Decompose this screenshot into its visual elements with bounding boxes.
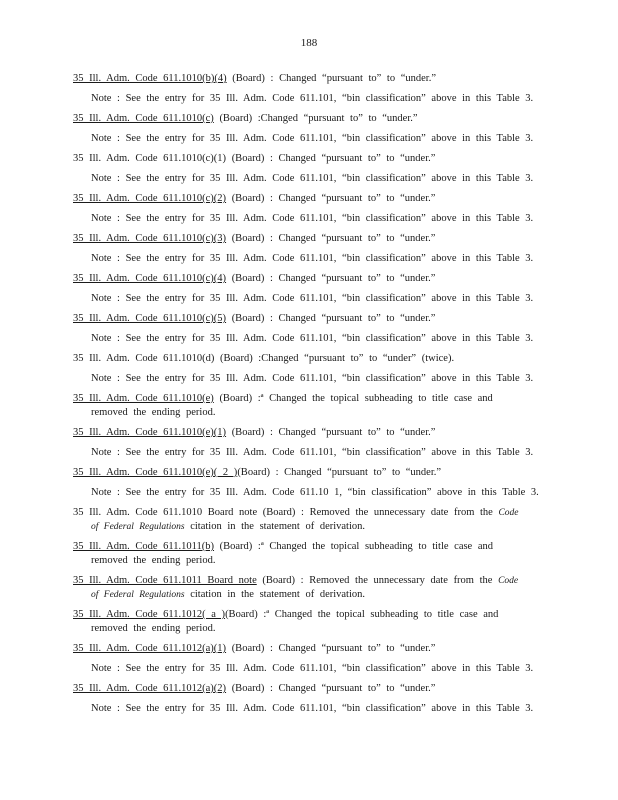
line-text: (Board) : Changed “pursuant to” to “under.” [226,643,436,654]
amendment-continuation [91,589,365,601]
amendment-note [91,253,533,265]
amendment-entry [73,233,435,245]
italic-citation: of Federal Regulations [91,522,185,532]
code-reference: 35 Ill. Adm. Code 611.1011(b) [73,541,215,552]
code-reference: 35 Ill. Adm. Code 611.1010(d) [73,353,215,364]
line-text: Note : See the entry for 35 Ill. Adm. Code 611.101, “bin classification” above in this Table 3. [91,213,534,224]
amendment-entry [73,273,435,285]
line-text: (Board) : Changed “pursuant to” to “under.” [226,683,436,694]
amendment-entry [73,313,435,325]
amendment-entry [73,193,435,205]
code-reference: 35 Ill. Adm. Code 611.1010 Board note [73,507,258,518]
line-text: Note : See the entry for 35 Ill. Adm. Code 611.101, “bin classification” above in this Table 3. [91,253,534,264]
amendment-entry [73,541,493,553]
line-text: (Board) : Changed “pursuant to” to “under.” [226,313,436,324]
code-reference: 35 Ill. Adm. Code 611.1010(c)(5) [73,313,227,324]
amendment-continuation [91,407,215,419]
amendment-note [91,373,533,385]
amendment-note [91,487,539,499]
amendment-continuation [91,623,215,635]
code-reference: 35 Ill. Adm. Code 611.1010(e) [73,393,214,404]
amendment-note [91,173,533,185]
amendment-entry [73,609,498,621]
amendment-continuation [91,521,365,533]
amendment-entry [73,467,441,479]
amendment-entry [73,643,435,655]
amendment-note [91,133,533,145]
line-text: (Board) :Changed “pursuant to” to “under” (twice). [214,353,455,364]
code-reference: 35 Ill. Adm. Code 611.1010(c)(1) [73,153,227,164]
line-text: removed the ending period. [91,623,216,634]
code-reference: 35 Ill. Adm. Code 611.1012(a)(2) [73,683,227,694]
italic-citation: Code [498,576,519,586]
line-text: (Board) : Changed “pursuant to” to “under.” [226,427,436,438]
amendment-note [91,663,533,675]
line-text: (Board) :ª Changed the topical subheading to title case and [213,393,493,404]
code-reference: 35 Ill. Adm. Code 611.1010(c)(2) [73,193,227,204]
line-text: Note : See the entry for 35 Ill. Adm. Code 611.101, “bin classification” above in this Table 3. [91,373,534,384]
line-text: (Board) : Removed the unnecessary date from the [257,507,499,518]
line-text: (Board) : Changed “pursuant to” to “under.” [226,153,436,164]
amendment-note [91,333,533,345]
line-text: removed the ending period. [91,407,216,418]
amendment-entry [73,393,493,405]
line-text: (Board) : Removed the unnecessary date from the [256,575,499,586]
amendment-note [91,213,533,225]
line-text: Note : See the entry for 35 Ill. Adm. Code 611.101, “bin classification” above in this Table 3. [91,703,534,714]
code-reference: 35 Ill. Adm. Code 611.1010(c)(3) [73,233,227,244]
line-text: (Board) :ª Changed the topical subheading to title case and [225,609,499,620]
code-reference: 35 Ill. Adm. Code 611.1010(c) [73,113,214,124]
page-number: 188 [300,37,318,49]
line-text: (Board) :ª Changed the topical subheading to title case and [214,541,494,552]
italic-citation: Code [498,508,519,518]
amendment-entry [73,153,435,165]
line-text: Note : See the entry for 35 Ill. Adm. Code 611.101, “bin classification” above in this Table 3. [91,293,534,304]
code-reference: 35 Ill. Adm. Code 611.1012( a ) [73,609,226,620]
code-reference: 35 Ill. Adm. Code 611.1010(e)(1) [73,427,227,438]
code-reference: 35 Ill. Adm. Code 611.1011 Board note [73,575,257,586]
line-text: (Board) :Changed “pursuant to” to “under.” [213,113,418,124]
line-text: (Board) : Changed “pursuant to” to “under.” [226,73,436,84]
amendment-note [91,93,533,105]
line-text: Note : See the entry for 35 Ill. Adm. Code 611.101, “bin classification” above in this Table 3. [91,333,534,344]
code-reference: 35 Ill. Adm. Code 611.1012(a)(1) [73,643,227,654]
code-reference: 35 Ill. Adm. Code 611.1010(b)(4) [73,73,227,84]
amendment-entry [73,113,418,125]
amendment-entry [73,683,435,695]
line-text: Note : See the entry for 35 Ill. Adm. Code 611.101, “bin classification” above in this Table 3. [91,173,534,184]
line-text: (Board) : Changed “pursuant to” to “under.” [226,193,436,204]
amendment-entry [73,353,454,365]
amendment-entry [73,507,519,519]
amendment-note [91,293,533,305]
line-text: removed the ending period. [91,555,216,566]
code-reference: 35 Ill. Adm. Code 611.1010(c)(4) [73,273,227,284]
amendment-entry [73,73,436,85]
line-text: (Board) : Changed “pursuant to” to “under.” [226,233,436,244]
amendment-entry [73,427,435,439]
amendment-note [91,447,533,459]
amendment-continuation [91,555,215,567]
line-text: citation in the statement of derivation. [184,589,366,600]
line-text: (Board) : Changed “pursuant to” to “under.” [226,273,436,284]
italic-citation: of Federal Regulations [91,590,185,600]
line-text: Note : See the entry for 35 Ill. Adm. Code 611.101, “bin classification” above in this Table 3. [91,133,534,144]
line-text: Note : See the entry for 35 Ill. Adm. Code 611.10 1, “bin classification” above in this Table 3. [91,487,539,498]
line-text: Note : See the entry for 35 Ill. Adm. Code 611.101, “bin classification” above in this Table 3. [91,93,534,104]
line-text: (Board) : Changed “pursuant to” to “under.” [237,467,442,478]
amendment-entry [73,575,518,587]
line-text: Note : See the entry for 35 Ill. Adm. Code 611.101, “bin classification” above in this Table 3. [91,663,534,674]
amendment-note [91,703,533,715]
line-text: citation in the statement of derivation. [184,521,366,532]
code-reference: 35 Ill. Adm. Code 611.1010(e)( 2 ) [73,467,238,478]
line-text: Note : See the entry for 35 Ill. Adm. Code 611.101, “bin classification” above in this Table 3. [91,447,534,458]
